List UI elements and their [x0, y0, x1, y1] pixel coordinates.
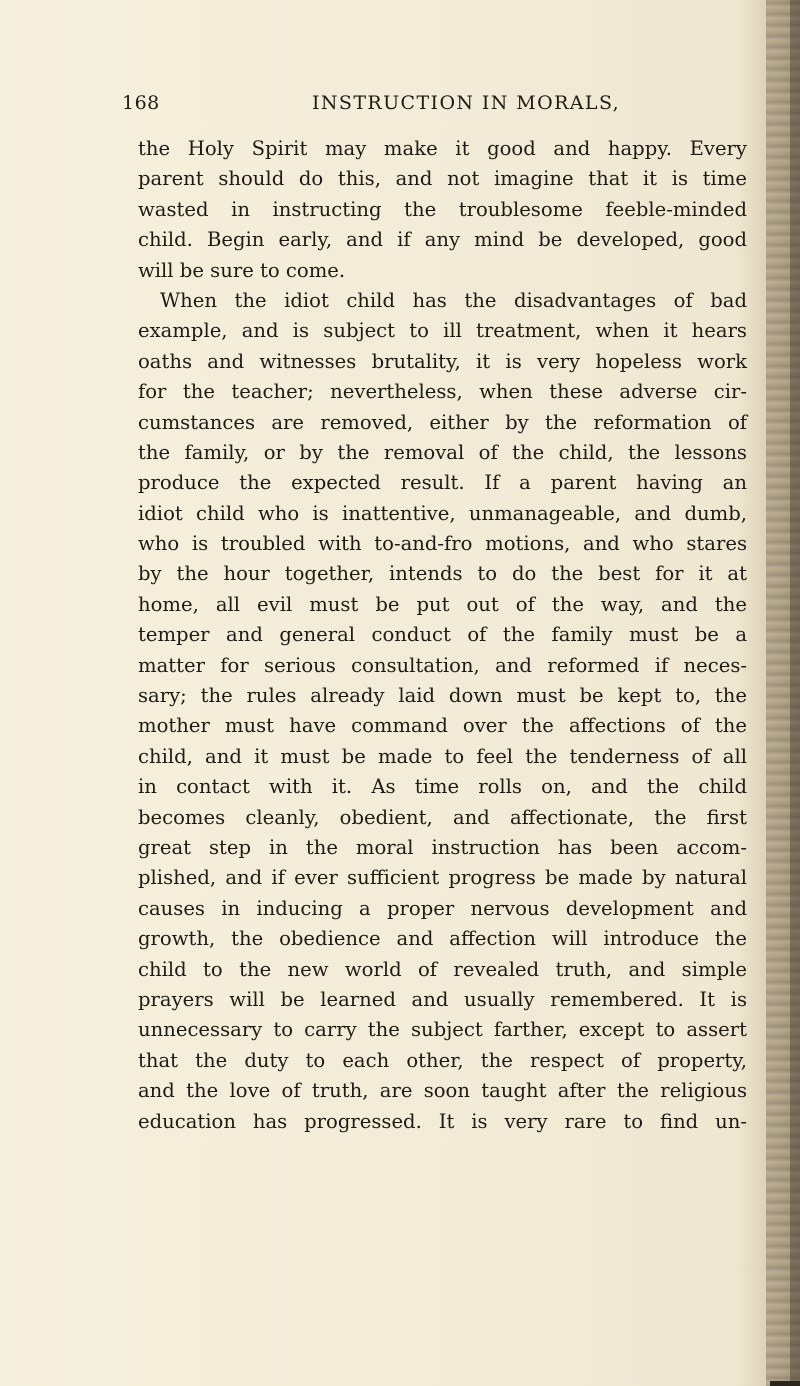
- text-line: who is troubled with to-and-fro motions, and who stares: [138, 532, 747, 556]
- text-line: matter for serious consultation, and reformed if neces-: [138, 653, 747, 677]
- text-line: unnecessary to carry the subject farther, except to assert: [138, 1018, 747, 1042]
- text-line: education has progressed. It is very rare to find un-: [138, 1109, 747, 1133]
- text-line: cumstances are removed, either by the reformation of: [138, 410, 747, 434]
- text-line: great step in the moral instruction has been accom-: [138, 835, 747, 859]
- body-text: [138, 134, 747, 1137]
- text-line: prayers will be learned and usually remembered. It is: [138, 987, 747, 1011]
- text-line: causes in inducing a proper nervous development and: [138, 896, 747, 920]
- text-line: the Holy Spirit may make it good and happy. Every: [138, 137, 747, 160]
- text-line: in contact with it. As time rolls on, and the child: [138, 775, 747, 799]
- text-line: child to the new world of revealed truth, and simple: [138, 957, 747, 981]
- text-line: the family, or by the removal of the child, the lessons: [138, 440, 747, 464]
- text-line: will be sure to come.: [138, 258, 346, 282]
- text-line: and the love of truth, are soon taught after the religious: [138, 1079, 747, 1103]
- page-number: 168: [122, 92, 160, 114]
- binding-edge: [790, 0, 800, 1386]
- text-line: by the hour together, intends to do the best for it at: [138, 562, 747, 586]
- text-line: for the teacher; nevertheless, when these adverse cir-: [138, 380, 747, 404]
- text-line: home, all evil must be put out of the way, and the: [138, 592, 747, 616]
- text-line: growth, the obedience and affection will introduce the: [138, 927, 747, 951]
- text-line: plished, and if ever sufficient progress be made by natural: [138, 866, 747, 890]
- running-head: INSTRUCTION IN MORALS,: [312, 92, 621, 114]
- edge-mark: [770, 1381, 800, 1386]
- page-header: [122, 92, 762, 118]
- text-line: When the idiot child has the disadvantages of bad: [160, 288, 747, 312]
- text-line: that the duty to each other, the respect of property,: [138, 1048, 747, 1072]
- text-line: example, and is subject to ill treatment, when it hears: [138, 319, 747, 343]
- text-line: becomes cleanly, obedient, and affectionate, the first: [138, 805, 747, 829]
- text-line: temper and general conduct of the family must be a: [138, 623, 747, 647]
- text-line: child, and it must be made to feel the tenderness of all: [138, 744, 747, 768]
- text-line: mother must have command over the affections of the: [138, 714, 747, 738]
- text-line: produce the expected result. If a parent having an: [138, 471, 747, 495]
- text-line: oaths and witnesses brutality, it is very hopeless work: [138, 349, 747, 373]
- text-line: sary; the rules already laid down must be kept to, the: [138, 684, 747, 708]
- text-line: parent should do this, and not imagine that it is time: [138, 167, 747, 191]
- text-line: wasted in instructing the troublesome feeble-minded: [138, 197, 747, 221]
- text-line: idiot child who is inattentive, unmanageable, and dumb,: [138, 501, 747, 525]
- text-line: child. Begin early, and if any mind be developed, good: [138, 228, 747, 252]
